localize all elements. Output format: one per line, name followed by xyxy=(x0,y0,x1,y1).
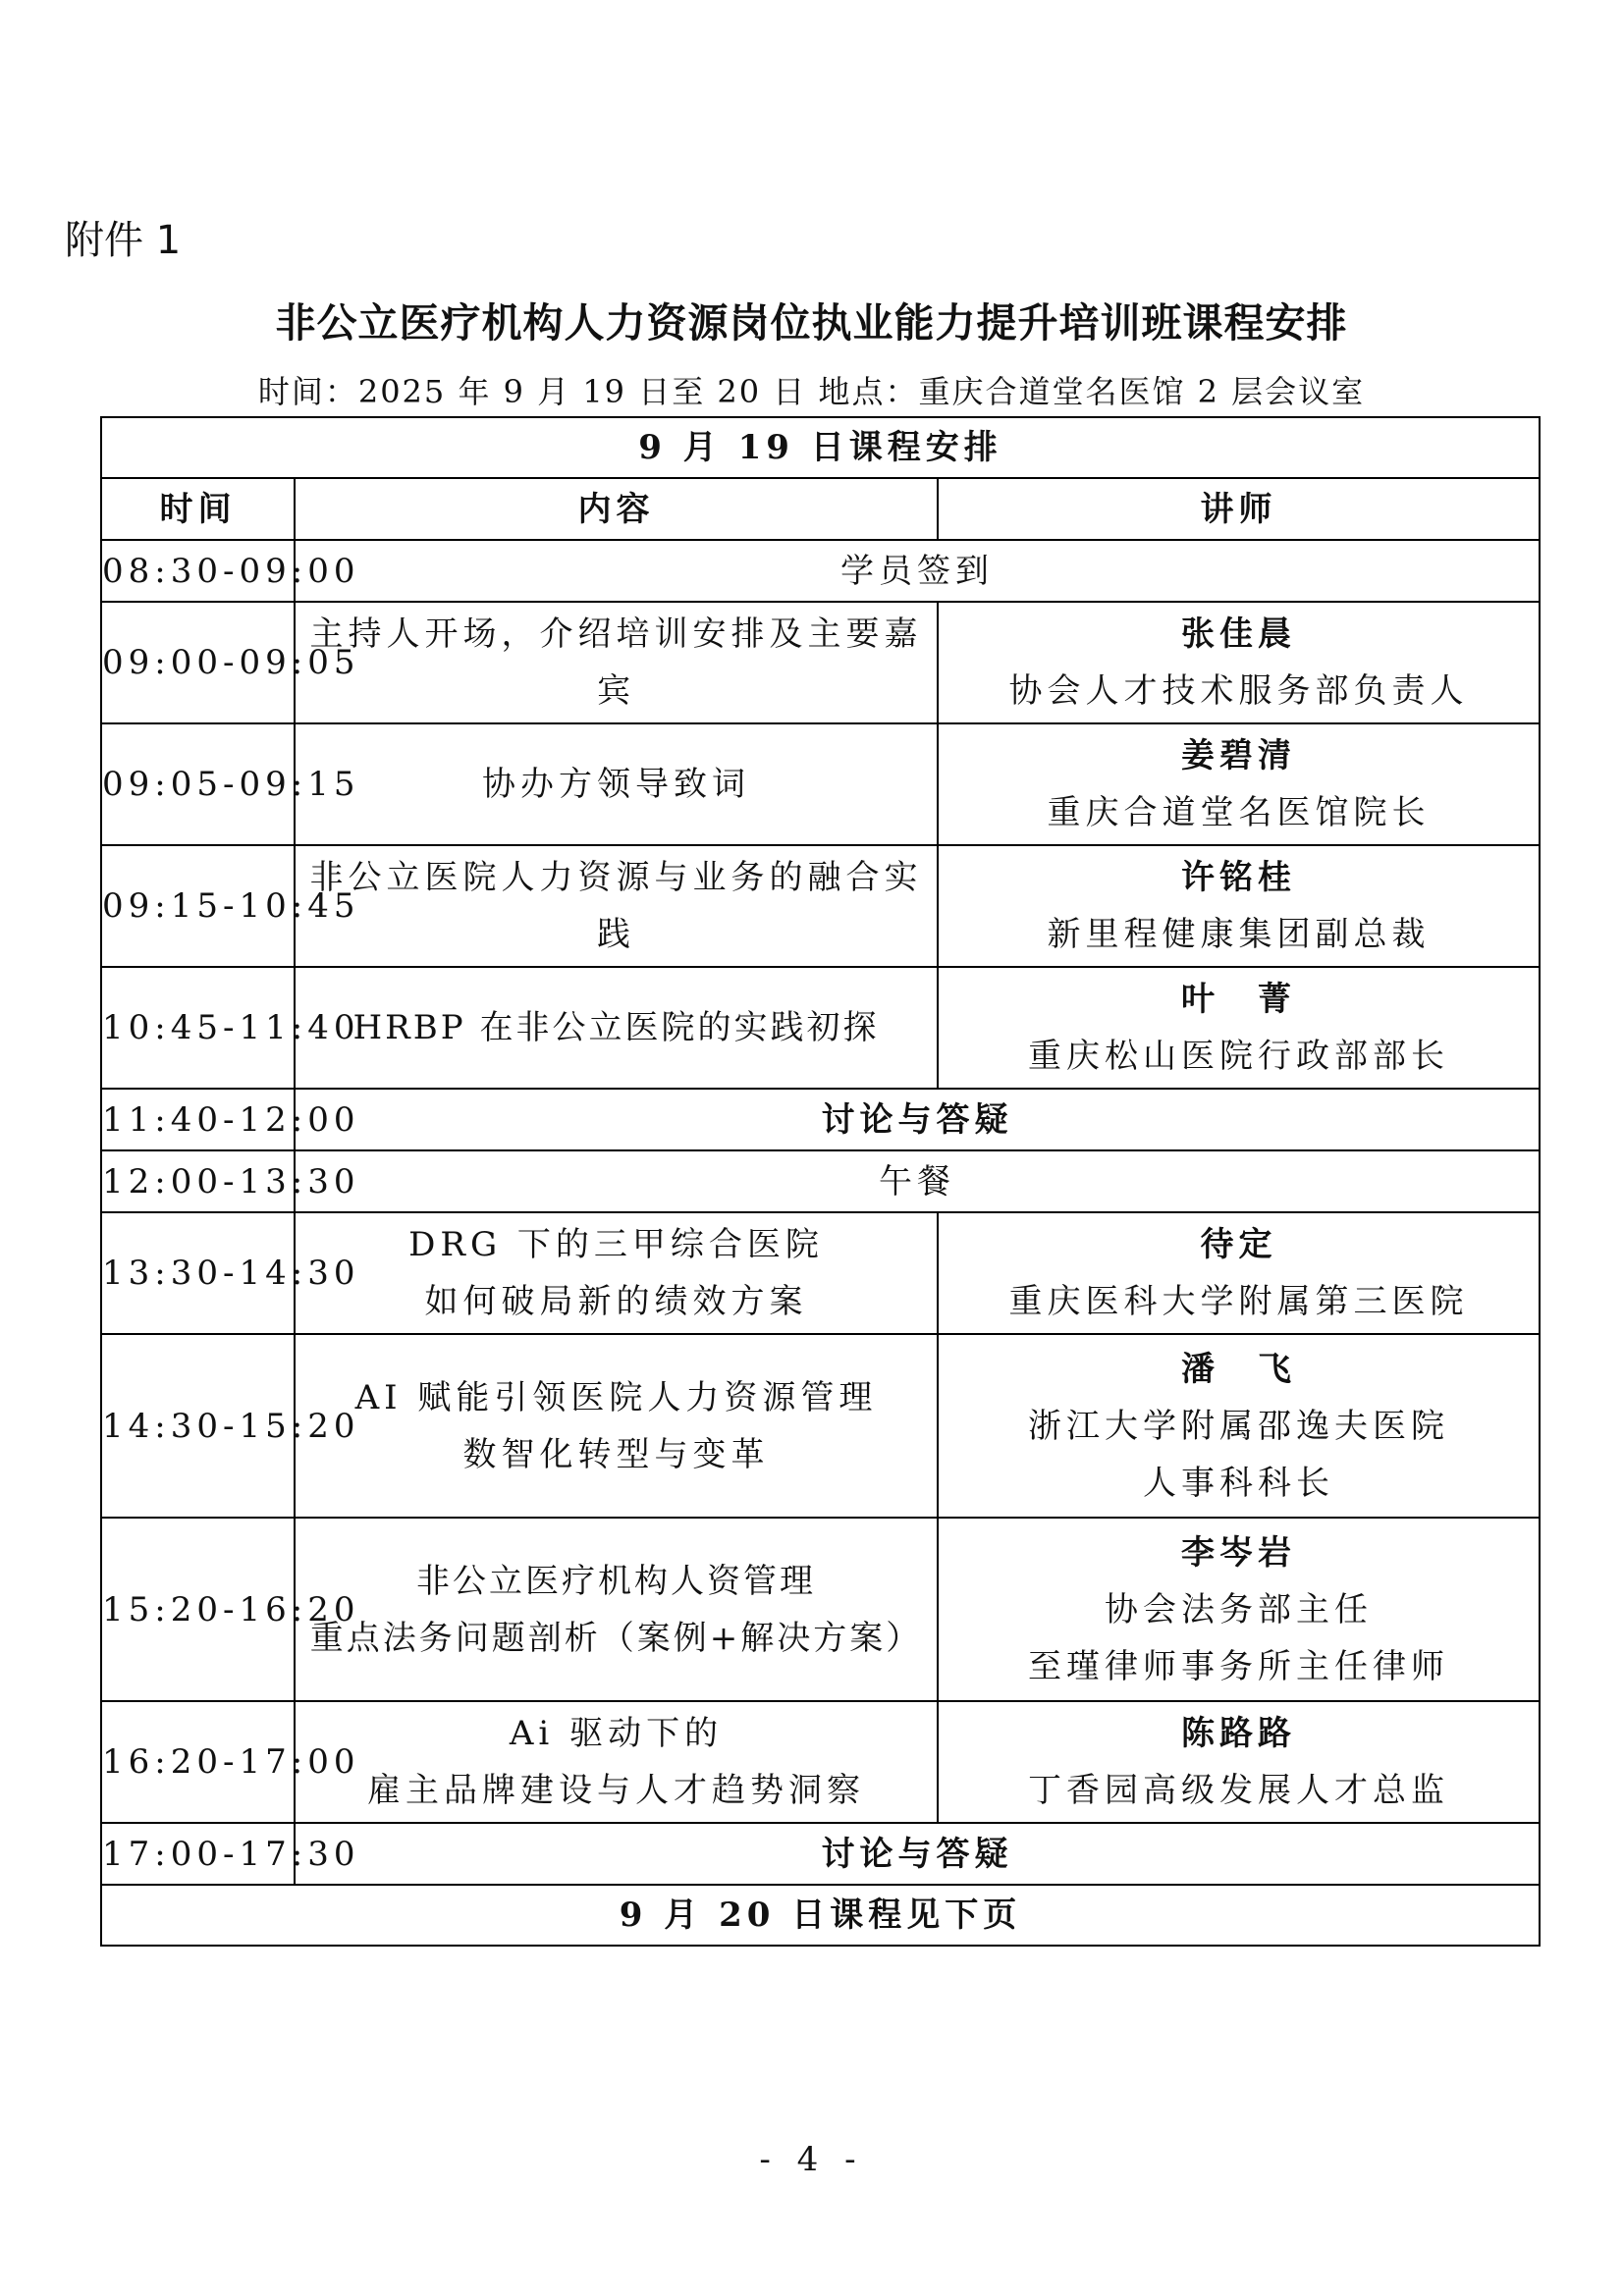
lecturer-title: 协会法务部主任 xyxy=(1105,1589,1373,1629)
row-content: 讨论与答疑 xyxy=(295,1089,1540,1150)
lecturer-title: 至瑾律师事务所主任律师 xyxy=(1028,1646,1449,1686)
table-row xyxy=(101,1150,1540,1212)
content-line: 非公立医疗机构人资管理 xyxy=(416,1561,816,1601)
page-number: - 4 - xyxy=(759,2140,864,2179)
row-time: 12:00-13:30 xyxy=(101,1150,295,1212)
table-row xyxy=(101,1518,1540,1701)
row-content xyxy=(295,1334,938,1518)
content-line: Ai 驱动下的 xyxy=(509,1714,724,1753)
row-lecturer xyxy=(938,1334,1540,1518)
table-row xyxy=(101,1089,1540,1150)
row-content: 协办方领导致词 xyxy=(295,723,938,845)
row-lecturer xyxy=(938,1518,1540,1701)
column-header-row xyxy=(101,478,1540,540)
row-time: 16:20-17:00 xyxy=(101,1701,295,1823)
row-time: 13:30-14:30 xyxy=(101,1212,295,1334)
lecturer-name: 叶 菁 xyxy=(1181,980,1296,1019)
row-content: 讨论与答疑 xyxy=(295,1823,1540,1885)
row-time: 09:05-09:15 xyxy=(101,723,295,845)
header-time: 时间 xyxy=(101,478,295,540)
day-header: 9 月 19 日课程安排 xyxy=(101,417,1540,478)
lecturer-title: 协会人才技术服务部负责人 xyxy=(1008,671,1469,711)
page-title: 非公立医疗机构人力资源岗位执业能力提升培训班课程安排 xyxy=(275,299,1348,347)
table-row xyxy=(101,723,1540,845)
schedule-time-location: 时间：2025 年 9 月 19 日至 20 日 地点：重庆合道堂名医馆 2 层会议室 xyxy=(257,373,1366,410)
lecturer-name: 张佳晨 xyxy=(1181,614,1296,654)
lecturer-name: 陈路路 xyxy=(1181,1714,1296,1753)
lecturer-title: 丁香园高级发展人才总监 xyxy=(1028,1771,1449,1810)
lecturer-title: 重庆医科大学附属第三医院 xyxy=(1008,1282,1469,1321)
lecturer-title: 新里程健康集团副总裁 xyxy=(1047,915,1431,954)
row-content xyxy=(295,1518,938,1701)
row-content: 午餐 xyxy=(295,1150,1540,1212)
lecturer-name: 许铭桂 xyxy=(1181,858,1296,897)
header-lecturer: 讲师 xyxy=(938,478,1540,540)
row-lecturer xyxy=(938,967,1540,1089)
lecturer-name: 姜碧清 xyxy=(1181,736,1296,775)
row-lecturer xyxy=(938,602,1540,723)
row-lecturer xyxy=(938,723,1540,845)
row-lecturer xyxy=(938,1701,1540,1823)
table-row xyxy=(101,967,1540,1089)
row-time: 15:20-16:20 xyxy=(101,1518,295,1701)
row-time: 10:45-11:40 xyxy=(101,967,295,1089)
table-row xyxy=(101,845,1540,967)
table-footer-row xyxy=(101,1885,1540,1946)
row-content: HRBP 在非公立医院的实践初探 xyxy=(295,967,938,1089)
row-time: 09:15-10:45 xyxy=(101,845,295,967)
row-content xyxy=(295,1212,938,1334)
lecturer-title: 浙江大学附属邵逸夫医院 xyxy=(1028,1406,1449,1446)
table-row xyxy=(101,1212,1540,1334)
content-line: 重点法务问题剖析（案例+解决方案） xyxy=(309,1618,923,1658)
table-row xyxy=(101,1334,1540,1518)
row-content: 学员签到 xyxy=(295,540,1540,602)
content-line: 数智化转型与变革 xyxy=(462,1434,770,1474)
row-time: 09:00-09:05 xyxy=(101,602,295,723)
row-time: 11:40-12:00 xyxy=(101,1089,295,1150)
table-row xyxy=(101,602,1540,723)
row-lecturer xyxy=(938,1212,1540,1334)
row-content xyxy=(295,1701,938,1823)
lecturer-name: 待定 xyxy=(1200,1225,1277,1264)
row-content: 非公立医院人力资源与业务的融合实践 xyxy=(295,845,938,967)
row-lecturer xyxy=(938,845,1540,967)
table-row xyxy=(101,1823,1540,1885)
lecturer-title: 人事科科长 xyxy=(1143,1463,1334,1503)
row-content: 主持人开场，介绍培训安排及主要嘉宾 xyxy=(295,602,938,723)
lecturer-name: 李岑岩 xyxy=(1181,1532,1296,1573)
lecturer-name: 潘 飞 xyxy=(1181,1349,1296,1389)
row-time: 17:00-17:30 xyxy=(101,1823,295,1885)
content-line: DRG 下的三甲综合医院 xyxy=(408,1225,824,1264)
content-line: 雇主品牌建设与人才趋势洞察 xyxy=(367,1771,865,1810)
lecturer-title: 重庆合道堂名医馆院长 xyxy=(1047,793,1431,832)
content-line: AI 赋能引领医院人力资源管理 xyxy=(354,1377,878,1417)
content-line: 如何破局新的绩效方案 xyxy=(424,1282,808,1321)
table-row xyxy=(101,540,1540,602)
row-time: 14:30-15:20 xyxy=(101,1334,295,1518)
attachment-label: 附件 1 xyxy=(65,218,182,263)
lecturer-title: 重庆松山医院行政部部长 xyxy=(1028,1037,1449,1076)
table-footer-note: 9 月 20 日课程见下页 xyxy=(101,1885,1540,1946)
schedule-table xyxy=(100,416,1541,1947)
table-row xyxy=(101,1701,1540,1823)
header-content: 内容 xyxy=(295,478,938,540)
row-time: 08:30-09:00 xyxy=(101,540,295,602)
day-header-row xyxy=(101,417,1540,478)
